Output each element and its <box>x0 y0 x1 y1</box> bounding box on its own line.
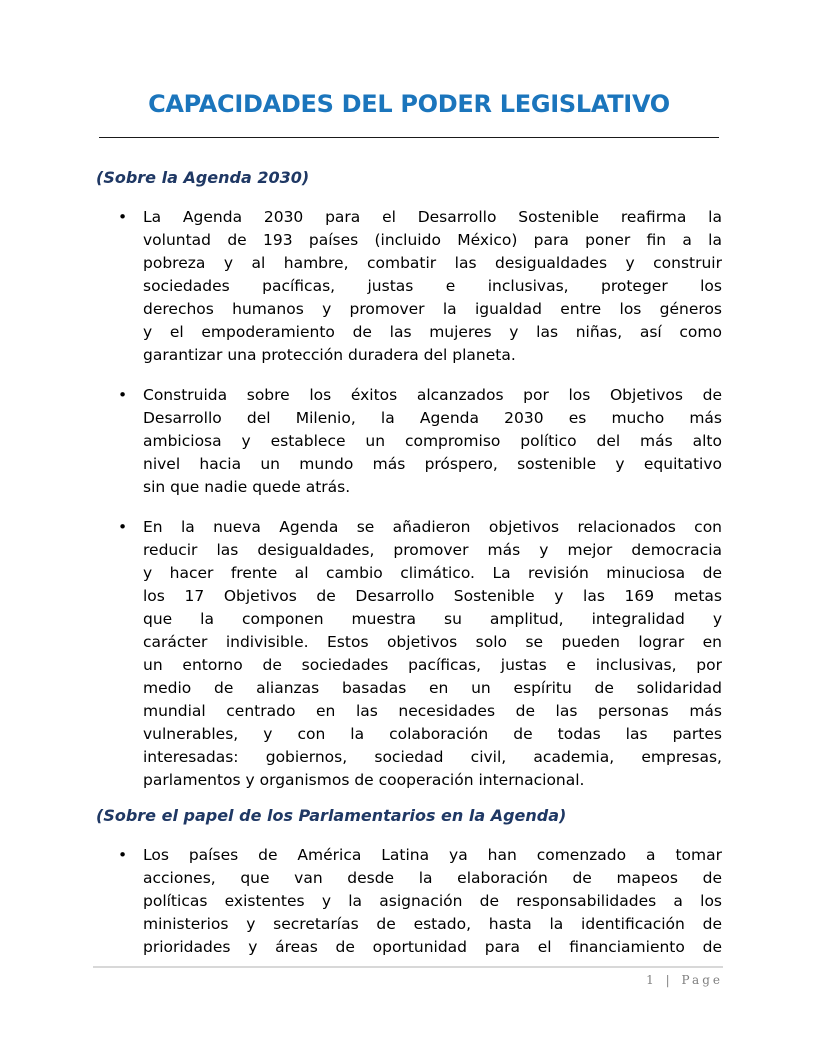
text-line: Desarrollo del Milenio, la Agenda 2030 es mucho más <box>143 409 722 427</box>
text-line: carácter indivisible. Estos objetivos solo se pueden lograr en <box>143 633 722 651</box>
text-line: ministerios y secretarías de estado, hasta la identificación de <box>143 915 722 933</box>
section-heading-papel-parlamentarios: (Sobre el papel de los Parlamentarios en la Agenda) <box>96 806 567 825</box>
paragraph-nueva-agenda-objetivos <box>143 516 722 792</box>
page-number: 1 <box>646 973 657 987</box>
paragraph-agenda-reafirma <box>143 206 722 367</box>
text-line: La Agenda 2030 para el Desarrollo Sostenible reafirma la <box>143 208 722 226</box>
text-line: voluntad de 193 países (incluido México) para poner fin a la <box>143 231 722 249</box>
section-papel-parlamentarios <box>96 804 722 959</box>
text-line: En la nueva Agenda se añadieron objetivos relacionados con <box>143 518 722 536</box>
bullet-item <box>96 206 722 367</box>
text-line: sociedades pacíficas, justas e inclusivas, proteger los <box>143 277 722 295</box>
bullet-icon: • <box>118 208 128 226</box>
bullet-icon: • <box>118 846 128 864</box>
text-line: que la componen muestra su amplitud, integralidad y <box>143 610 722 628</box>
paragraph-paises-america-latina <box>143 844 722 959</box>
bullet-icon: • <box>118 386 128 404</box>
page-title: CAPACIDADES DEL PODER LEGISLATIVO <box>148 90 670 118</box>
text-line: parlamentos y organismos de cooperación internacional. <box>143 771 585 789</box>
title-underline-rule <box>99 137 719 138</box>
text-line: ambiciosa y establece un compromiso político del más alto <box>143 432 722 450</box>
text-line: y el empoderamiento de las mujeres y las niñas, así como <box>143 323 722 341</box>
text-line: medio de alianzas basadas en un espíritu de solidaridad <box>143 679 722 697</box>
paragraph-construida-exitos <box>143 384 722 499</box>
section-agenda-2030 <box>96 166 722 792</box>
text-line: acciones, que van desde la elaboración de mapeos de <box>143 869 722 887</box>
text-line: garantizar una protección duradera del planeta. <box>143 346 516 364</box>
text-line: pobreza y al hambre, combatir las desigualdades y construir <box>143 254 722 272</box>
text-line: los 17 Objetivos de Desarrollo Sostenible y las 169 metas <box>143 587 722 605</box>
text-line: prioridades y áreas de oportunidad para el financiamiento de <box>143 938 722 956</box>
text-line: y hacer frente al cambio climático. La revisión minuciosa de <box>143 564 722 582</box>
text-line: nivel hacia un mundo más próspero, sostenible y equitativo <box>143 455 722 473</box>
text-line: un entorno de sociedades pacíficas, justas e inclusivas, por <box>143 656 722 674</box>
text-line: Construida sobre los éxitos alcanzados por los Objetivos de <box>143 386 722 404</box>
footer-page-label: Page <box>681 973 723 987</box>
footer-separator: | <box>665 973 673 987</box>
page-footer <box>93 966 723 987</box>
section-heading-agenda-2030: (Sobre la Agenda 2030) <box>96 168 310 187</box>
document-content <box>96 0 722 959</box>
text-line: reducir las desigualdades, promover más y mejor democracia <box>143 541 722 559</box>
text-line: vulnerables, y con la colaboración de todas las partes <box>143 725 722 743</box>
bullet-item <box>96 844 722 959</box>
text-line: derechos humanos y promover la igualdad entre los géneros <box>143 300 722 318</box>
text-line: políticas existentes y la asignación de responsabilidades a los <box>143 892 722 910</box>
text-line: sin que nadie quede atrás. <box>143 478 351 496</box>
bullet-item <box>96 516 722 792</box>
bullet-item <box>96 384 722 499</box>
text-line: Los países de América Latina ya han comenzado a tomar <box>143 846 722 864</box>
text-line: interesadas: gobiernos, sociedad civil, academia, empresas, <box>143 748 722 766</box>
bullet-icon: • <box>118 518 128 536</box>
text-line: mundial centrado en las necesidades de las personas más <box>143 702 722 720</box>
